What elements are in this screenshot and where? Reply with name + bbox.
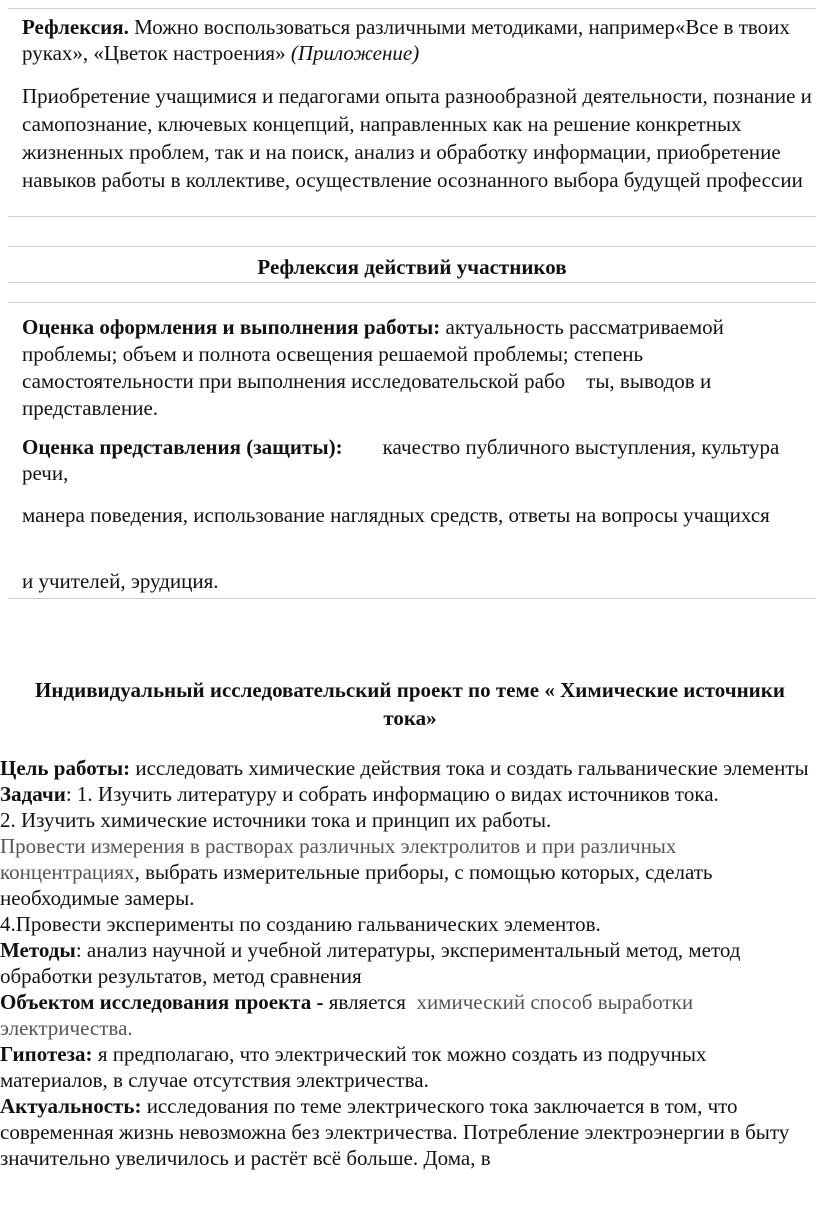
reflexia-paragraph xyxy=(22,14,812,66)
acquisition-text: Приобретение учащимися и педагогами опыта разнообразной деятельности, познание и самопознание, ключевых концепций, направленных как на решение конкретных жизненных проблем, так и на поиск, анализ и обработку информации, приобретение навыков работы в коллективе, осуществление осознанного выбора будущей профессии xyxy=(22,84,812,192)
relevance-text: исследования по теме электрического тока заключается в том, что современная жизнь невозможна без электричества. Потребление электроэнергии в быту значительно увеличилось и растёт всё больше. Дома, в xyxy=(0,1094,790,1170)
project-title: Индивидуальный исследовательский проект по теме « Химические источники тока» xyxy=(35,678,785,730)
object-gray: химический способ выработки электричества. xyxy=(0,990,694,1040)
divider xyxy=(8,282,816,283)
divider xyxy=(8,216,816,217)
divider xyxy=(8,302,816,303)
evaluation-work-text: актуальность рассматриваемой проблемы; объем и полнота освещения решаемой проблемы; степень самостоятельности при выполнения исследовательской рабо ты, выводов и представление. xyxy=(22,315,730,420)
tasks-item3-gray: Провести измерения в растворах различных электролитов и при различных концентрациях xyxy=(0,834,677,884)
reflexia-label: Рефлексия. xyxy=(22,15,129,39)
project-body xyxy=(0,755,816,1171)
reflexia-text: Можно воспользоваться различными методиками, например«Все в твоих руках», «Цветок настроения» xyxy=(22,15,790,65)
object-label: Объектом исследования проекта - xyxy=(0,990,324,1014)
tasks-item1: : 1. Изучить литературу и собрать информацию о видах источников тока. xyxy=(65,782,719,806)
hypothesis-line xyxy=(0,1041,816,1093)
reflection-section-title: Рефлексия действий участников xyxy=(257,255,567,279)
object-line xyxy=(0,989,816,1041)
hypothesis-text: я предполагаю, что электрический ток можно создать из подручных материалов, в случае отсутствия электричества. xyxy=(0,1042,707,1092)
relevance-label: Актуальность: xyxy=(0,1094,142,1118)
tasks-line xyxy=(0,781,816,807)
evaluation-defense-label: Оценка представления (защиты): xyxy=(22,435,343,459)
methods-text: : анализ научной и учебной литературы, экспериментальный метод, метод обработки результатов, метод сравнения xyxy=(0,938,741,988)
evaluation-work-paragraph xyxy=(22,314,816,422)
goal-line xyxy=(0,755,816,781)
tasks-item3 xyxy=(0,833,816,911)
methods-label: Методы xyxy=(0,938,76,962)
tasks-item3-rest: , выбрать измерительные приборы, с помощью которых, сделать необходимые замеры. xyxy=(0,860,713,910)
evaluation-defense-line2: манера поведения, использование наглядных средств, ответы на вопросы учащихся xyxy=(22,503,770,527)
evaluation-defense-paragraph xyxy=(22,434,816,486)
evaluation-defense-line3: и учителей, эрудиция. xyxy=(22,569,219,593)
evaluation-defense-text: качество публичного выступления, культура речи, xyxy=(22,435,780,485)
tasks-item2: 2. Изучить химические источники тока и принцип их работы. xyxy=(0,808,552,832)
divider xyxy=(8,598,816,599)
goal-text: исследовать химические действия тока и создать гальванические элементы xyxy=(130,756,809,780)
divider xyxy=(8,246,816,247)
object-text: является xyxy=(323,990,417,1014)
methods-line xyxy=(0,937,816,989)
top-border xyxy=(8,8,816,9)
reflexia-appendix: (Приложение) xyxy=(290,41,420,65)
acquisition-paragraph xyxy=(22,82,816,194)
hypothesis-label: Гипотеза: xyxy=(0,1042,93,1066)
tasks-label: Задачи xyxy=(0,782,66,806)
goal-label: Цель работы: xyxy=(0,756,131,780)
evaluation-work-label: Оценка оформления и выполнения работы: xyxy=(22,315,441,339)
relevance-line xyxy=(0,1093,816,1171)
tasks-item4: 4.Провести эксперименты по созданию гальванических элементов. xyxy=(0,912,601,936)
